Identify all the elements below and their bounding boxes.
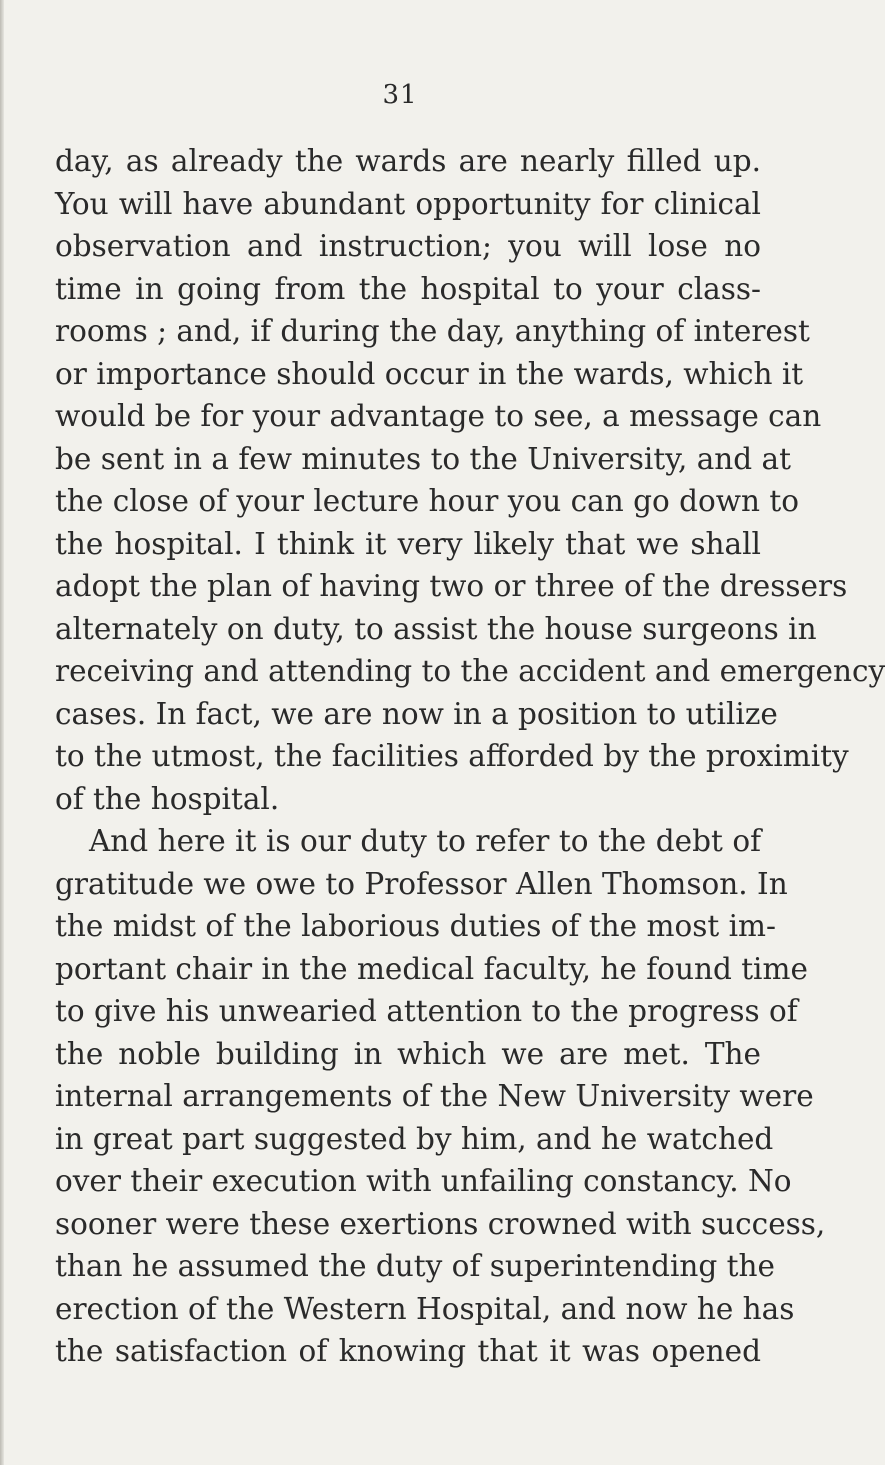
text-line: You will have abundant opportunity for clinical xyxy=(55,186,761,221)
text-line: erection of the Western Hospital, and now he has xyxy=(55,1291,795,1326)
text-line: would be for your advantage to see, a message can xyxy=(55,399,822,433)
text-line: to give his unwearied attention to the progress of xyxy=(55,994,798,1028)
text-line: in great part suggested by him, and he watched xyxy=(55,1121,774,1156)
text-line: observation and instruction; you will lose no xyxy=(55,229,761,263)
text-line: the midst of the laborious duties of the most im- xyxy=(55,909,776,943)
text-line: cases. In fact, we are now in a position to utilize xyxy=(55,696,778,731)
text-line: And here it is our duty to refer to the debt of xyxy=(89,824,761,858)
text-line: than he assumed the duty of superintending the xyxy=(55,1249,775,1283)
text-line: rooms ; and, if during the day, anything of interest xyxy=(55,314,810,348)
text-line: gratitude we owe to Professor Allen Thomson. In xyxy=(55,866,788,901)
text-line: time in going from the hospital to your class- xyxy=(55,271,761,306)
text-line: alternately on duty, to assist the house surgeons in xyxy=(55,611,817,646)
text-line: or importance should occur in the wards, which it xyxy=(55,356,804,391)
text-line: the noble building in which we are met. The xyxy=(55,1036,761,1071)
text-line: day, as already the wards are nearly filled up. xyxy=(55,144,761,178)
text-line: internal arrangements of the New University were xyxy=(55,1079,814,1113)
text-line: the hospital. I think it very likely that we shall xyxy=(55,526,761,561)
text-line: the satisfaction of knowing that it was opened xyxy=(55,1334,761,1368)
body-text xyxy=(55,140,885,1373)
text-line: to the utmost, the facilities afforded by the proximity xyxy=(55,739,849,773)
page-edge xyxy=(0,0,4,1465)
text-line: be sent in a few minutes to the University, and at xyxy=(55,441,791,476)
text-line: the close of your lecture hour you can go down to xyxy=(55,484,799,518)
text-line: of the hospital. xyxy=(55,781,280,816)
text-line: over their execution with unfailing constancy. No xyxy=(55,1164,792,1198)
page-number: 31 xyxy=(382,80,418,110)
text-line: adopt the plan of having two or three of the dressers xyxy=(55,569,848,603)
text-line: sooner were these exertions crowned with success, xyxy=(55,1206,826,1241)
text-line: portant chair in the medical faculty, he found time xyxy=(55,951,808,986)
text-line: receiving and attending to the accident and emergency xyxy=(55,654,885,688)
